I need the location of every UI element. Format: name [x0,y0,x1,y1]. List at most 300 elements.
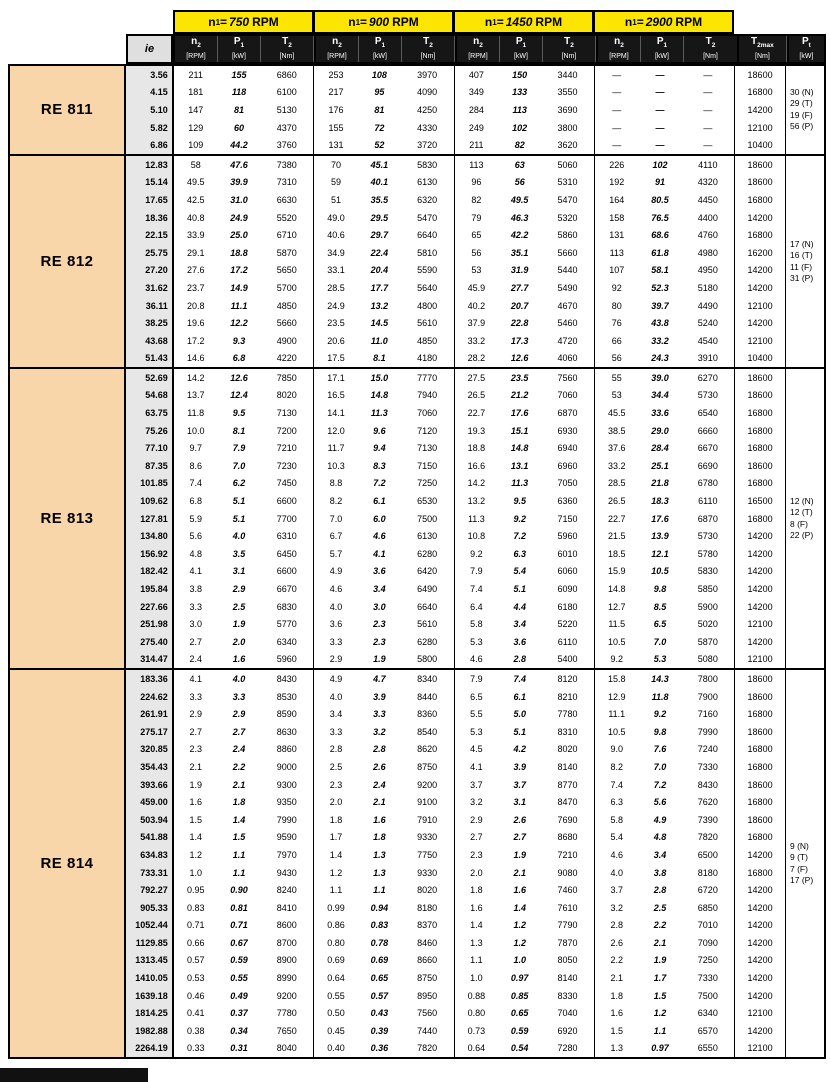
n2-value: 0.50 [313,1004,358,1022]
n2-value: 253 [313,66,358,84]
n2-value: 66 [594,332,639,350]
n2-value: — [594,66,639,84]
t2-value: 8600 [276,920,297,931]
t2-value: 6130 [417,531,438,542]
n2-value: 27.5 [454,369,499,387]
pt-rating: 30 (N) [790,86,814,97]
n2-value: 18.8 [454,439,499,457]
p1-value: 0.31 [230,1043,248,1054]
t2-value: 8470 [557,797,578,808]
pt-rating: 19 (F) [790,109,813,120]
n2-value: 45.9 [454,279,499,297]
t2-value: 6860 [276,69,297,80]
n2-value: 217 [313,84,358,102]
n2-value: 3.2 [594,899,639,917]
p1-value: 39.9 [230,177,248,188]
t2-value: 6720 [697,885,718,896]
n2-value: 9.0 [594,741,639,759]
pt-rating: 16 (T) [790,250,813,261]
p1-value: 49.5 [510,194,529,205]
t2max-value: 12100 [734,1040,785,1058]
p1-value: 72 [374,122,385,133]
column-unit: [Nm] [561,52,577,60]
p1-value: 102 [512,122,528,133]
t2-value: 8140 [557,761,578,772]
p1-value: 2.1 [373,797,386,808]
pt-rating: 9 (T) [790,852,808,863]
t2-value: 7620 [697,797,718,808]
p1-value: 0.59 [230,955,248,966]
t2-value: 6930 [557,425,578,436]
p1-value: 1.6 [232,654,246,665]
p1-value: 25.0 [230,230,248,241]
t2-value: 6280 [417,636,438,647]
n2-value: 4.0 [594,864,639,882]
model-label: RE 813 [10,369,126,668]
n2-value: 15.9 [594,563,639,581]
t2-value: 5310 [557,177,578,188]
table-row [126,864,785,882]
n2-value: 96 [454,174,499,192]
t2-value: 3800 [557,122,578,133]
p1-value: 2.1 [232,779,246,790]
table-row [126,226,785,244]
t2max-value: 14200 [734,881,785,899]
t2-value: 6630 [276,194,297,205]
t2-value: 7780 [557,709,578,720]
t2max-value: 18600 [734,670,785,688]
table-row [126,174,785,192]
ie-value: 182.42 [126,563,173,581]
t2-value: 4850 [276,300,297,311]
n2-value: 5.8 [454,615,499,633]
n2-value: 4.9 [313,563,358,581]
ie-value: 109.62 [126,492,173,510]
p1-value: 1.9 [653,955,667,966]
ie-value: 251.98 [126,615,173,633]
p1-value: 4.7 [373,673,386,684]
t2-value: 5470 [557,194,578,205]
t2-value: 6780 [697,478,718,489]
t2max-value: 14200 [734,262,785,280]
table-row [126,492,785,510]
t2max-value: 14200 [734,633,785,651]
p1-value: 4.4 [513,601,526,612]
pt-ratings [785,66,824,154]
p1-value: 2.3 [373,619,386,630]
p1-value: 11.1 [230,300,248,311]
p1-value: 1.2 [513,937,526,948]
n2-value: 0.71 [173,917,218,935]
table-row [126,279,785,297]
p1-value: 12.6 [510,353,529,364]
n2-value: 2.7 [173,723,218,741]
n2-value: 56 [594,350,639,368]
p1-value: 68.6 [651,230,669,241]
table-row [126,969,785,987]
n2-value: 0.46 [173,987,218,1005]
p1-value: 61.8 [651,247,669,258]
n2-value: 18.5 [594,545,639,563]
t2-value: 5220 [557,619,578,630]
t2-value: 6670 [697,443,718,454]
t2-value: 7820 [417,1043,438,1054]
t2-value: 7130 [417,443,438,454]
p1-value: 81 [234,104,245,115]
p1-value: 35.1 [510,247,529,258]
t2-value: 7800 [697,673,718,684]
n2-value: 4.6 [454,651,499,669]
p1-value: 2.8 [653,885,667,896]
p1-value: 155 [231,69,247,80]
t2-value: 4180 [417,353,438,364]
table-row [126,811,785,829]
n2-value: 12.7 [594,598,639,616]
p1-value: 1.9 [513,849,526,860]
column-label: $P_1$ [374,35,386,49]
p1-value: 0.97 [651,1043,669,1054]
p1-value: 1.5 [232,832,246,843]
n2-value: 0.33 [173,1040,218,1058]
p1-value: 12.1 [651,548,669,559]
t2-value: 5440 [557,265,578,276]
t2-value: 6870 [697,513,718,524]
p1-value: 18.3 [651,496,669,507]
n2-value: 3.0 [173,615,218,633]
n2-value: 0.53 [173,969,218,987]
n2-value: 49.5 [173,174,218,192]
pt-rating: 12 (N) [790,495,814,506]
n2-value: 65 [454,226,499,244]
p1-value: 3.0 [373,601,386,612]
column-unit: [kW] [231,52,246,60]
p1-value: 17.6 [651,513,669,524]
p1-value: 2.9 [232,709,246,720]
ratings-table [8,10,826,1059]
t2-value: 7610 [557,902,578,913]
n2-value: 59 [313,174,358,192]
p1-value: 52.3 [651,282,669,293]
t2-value: 7160 [697,709,718,720]
t2-value: 8900 [276,955,297,966]
n2-value: 11.7 [313,439,358,457]
t2max-value: 16800 [734,439,785,457]
p1-value: 108 [371,69,387,80]
p1-value: 3.8 [653,867,667,878]
t2-value: 6550 [697,1043,718,1054]
p1-value: 9.6 [373,425,386,436]
n2-value: 2.6 [594,934,639,952]
n2-value: 17.1 [313,369,358,387]
pt-rating: 12 (T) [790,507,813,518]
n2-value: 1.5 [173,811,218,829]
n2-value: 1.1 [313,881,358,899]
t2max-value: 14200 [734,580,785,598]
p1-value: 3.4 [373,584,386,595]
p1-value: 1.1 [232,849,246,860]
t2-value: 3620 [557,140,578,151]
p1-value: 1.2 [653,1008,667,1019]
p1-value: 0.65 [370,973,389,984]
p1-value: 0.37 [230,1008,248,1019]
t2max-value: 16800 [734,864,785,882]
n2-value: 1.0 [173,864,218,882]
t2-value: 6600 [276,496,297,507]
n2-value: 14.6 [173,350,218,368]
model-group-re-813 [10,367,824,668]
n2-value: 53 [594,387,639,405]
p1-value: 2.2 [232,761,246,772]
t2-value: 7500 [697,990,718,1001]
p1-value: 47.6 [230,159,248,170]
ie-value: 1313.45 [126,952,173,970]
p1-value: — [655,104,665,115]
n2-value: 40.8 [173,209,218,227]
ie-value: 51.43 [126,350,173,368]
model-rows [126,66,785,154]
column-label: $P_1$ [656,35,668,49]
table-row [126,1040,785,1058]
p1-value: 60 [234,122,245,133]
t2-value: 6130 [417,177,438,188]
n2-value: 1.6 [454,899,499,917]
t2-value: 8680 [557,832,578,843]
n2-value: 20.6 [313,332,358,350]
t2-value: 7900 [697,691,718,702]
ie-value: 2264.19 [126,1040,173,1058]
n2-value: 10.5 [594,723,639,741]
p1-value: 15.0 [370,372,389,383]
p1-value: 80.5 [651,194,669,205]
t2-value: 8530 [276,691,297,702]
n2-value: 0.83 [173,899,218,917]
n2-value: 1.6 [173,793,218,811]
p1-value: 12.2 [230,318,248,329]
n2-value: 1.1 [454,952,499,970]
p1-value: 0.97 [510,973,529,984]
n2-value: 1.0 [454,969,499,987]
column-label: $T_2$ [282,35,292,49]
n2-value: 10.0 [173,422,218,440]
t2-value: — [703,122,713,133]
speed-eq: = [360,15,368,29]
t2-value: 7460 [557,885,578,896]
table-row [126,688,785,706]
t2-value: 3760 [276,140,297,151]
n2-value: 176 [313,101,358,119]
n2-value: 5.8 [594,811,639,829]
p1-value: 95 [374,87,385,98]
p1-value: 52 [374,140,385,151]
p1-value: 7.2 [653,779,667,790]
n2-value: 0.88 [454,987,499,1005]
t2-value: 4370 [276,122,297,133]
t2-value: 8210 [557,691,578,702]
p1-value: 7.0 [653,636,667,647]
ie-value: 224.62 [126,688,173,706]
n2-value: 164 [594,191,639,209]
t2-value: 7150 [557,513,578,524]
ie-value: 4.15 [126,84,173,102]
pt-rating: 29 (T) [790,98,813,109]
pt-rating: 56 (P) [790,121,814,132]
ie-value: 195.84 [126,580,173,598]
p1-value: 13.9 [651,531,669,542]
n2-value: 3.3 [313,633,358,651]
n2-value: 113 [594,244,639,262]
t2max-value: 14200 [734,952,785,970]
p1-value: 9.2 [513,513,526,524]
speed-sub: 1 [632,17,637,27]
p1-value: 0.57 [370,990,389,1001]
n2-value: 2.0 [313,793,358,811]
p1-value: 35.5 [370,194,389,205]
p1-value: 3.6 [513,636,526,647]
t2-value: 5180 [697,282,718,293]
n2-value: 55 [594,369,639,387]
t2-value: 7770 [417,372,438,383]
n2-value: 155 [313,119,358,137]
n2-value: 28.5 [594,475,639,493]
n2-value: 0.80 [454,1004,499,1022]
t2max-value: 14200 [734,563,785,581]
n2-value: 22.7 [454,404,499,422]
p1-value: 8.1 [373,353,386,364]
p1-value: 4.6 [373,531,386,542]
ie-value: 1052.44 [126,917,173,935]
t2-value: 7250 [417,478,438,489]
t2-value: 7040 [557,1008,578,1019]
table-row [126,846,785,864]
p1-value: 5.4 [513,566,526,577]
n2-value: 107 [594,262,639,280]
ie-value: 227.66 [126,598,173,616]
speed-value: 900 [369,15,390,29]
p1-value: 9.5 [513,496,526,507]
p1-value: 0.69 [370,955,389,966]
t2-value: 6450 [276,548,297,559]
n2-value: — [594,101,639,119]
pt-rating: 9 (N) [790,840,809,851]
n2-value: 82 [454,191,499,209]
ie-value: 503.94 [126,811,173,829]
t2max-value: 10400 [734,350,785,368]
n2-value: 3.8 [173,580,218,598]
p1-value: 18.8 [230,247,248,258]
t2-value: 5830 [697,566,718,577]
t2-value: 8020 [276,390,297,401]
p1-value: 58.1 [651,265,669,276]
t2max-value: 16800 [734,404,785,422]
ie-value: 31.62 [126,279,173,297]
n2-value: 1.2 [313,864,358,882]
n2-value: 12.0 [313,422,358,440]
model-rows [126,670,785,1057]
p1-value: 7.2 [373,478,386,489]
table-row [126,262,785,280]
column-header-p1 [218,36,261,62]
p1-value: 2.1 [653,937,667,948]
t2-value: 5590 [417,265,438,276]
ie-value: 134.80 [126,527,173,545]
t2-value: 6640 [417,601,438,612]
n2-value: 23.7 [173,279,218,297]
n2-value: 131 [313,136,358,154]
ie-value: 12.83 [126,156,173,174]
p1-value: 0.81 [230,902,248,913]
t2-value: 6540 [697,408,718,419]
bottom-left-black-bar [0,1068,148,1082]
t2-value: 5130 [276,104,297,115]
p1-value: 13.2 [370,300,389,311]
n2-value: 0.66 [173,934,218,952]
n2-value: 80 [594,297,639,315]
n2-value: 109 [173,136,218,154]
t2-value: 7560 [557,372,578,383]
t2-value: 5780 [697,548,718,559]
t2-value: 7870 [557,937,578,948]
p1-value: 20.7 [510,300,529,311]
table-body [8,64,826,1059]
column-unit: [RPM] [468,52,488,60]
table-row [126,899,785,917]
model-group-re-811 [10,66,824,154]
speed-value: 1450 [505,15,533,29]
n2-value: 3.7 [594,881,639,899]
p1-value: 0.67 [230,937,248,948]
p1-value: 1.9 [373,654,386,665]
t2max-value: 12100 [734,651,785,669]
t2-value: 8240 [276,885,297,896]
ie-value: 1982.88 [126,1022,173,1040]
p1-value: 0.43 [370,1008,389,1019]
column-header-p1 [359,36,402,62]
t2-value: 8990 [276,973,297,984]
n2-value: 147 [173,101,218,119]
t2-value: 4110 [698,159,718,170]
column-label: $n_2$ [332,35,342,49]
table-row [126,156,785,174]
p1-value: 2.9 [232,584,246,595]
n2-value: 0.99 [313,899,358,917]
t2-value: 5660 [276,318,297,329]
n2-value: 1.7 [313,829,358,847]
n2-value: 7.4 [173,475,218,493]
n2-value: 70 [313,156,358,174]
n2-value: 14.2 [173,369,218,387]
table-row [126,598,785,616]
t2-value: 8590 [276,709,297,720]
t2-value: 3690 [557,104,578,115]
n2-value: 3.4 [313,705,358,723]
p1-value: 25.1 [651,460,669,471]
t2-value: 8630 [276,726,297,737]
ie-value: 127.81 [126,510,173,528]
t2-value: 8860 [276,744,297,755]
p1-value: 2.6 [513,814,526,825]
ie-value: 354.43 [126,758,173,776]
p1-value: 28.4 [651,443,669,454]
p1-value: 39.0 [651,372,669,383]
table-row [126,297,785,315]
t2-value: 8120 [557,673,578,684]
t2max-value: 14200 [734,101,785,119]
p1-value: 7.2 [513,531,526,542]
table-row [126,952,785,970]
n2-value: 16.5 [313,387,358,405]
t2-value: 9100 [417,797,438,808]
speed-value: 750 [229,15,250,29]
